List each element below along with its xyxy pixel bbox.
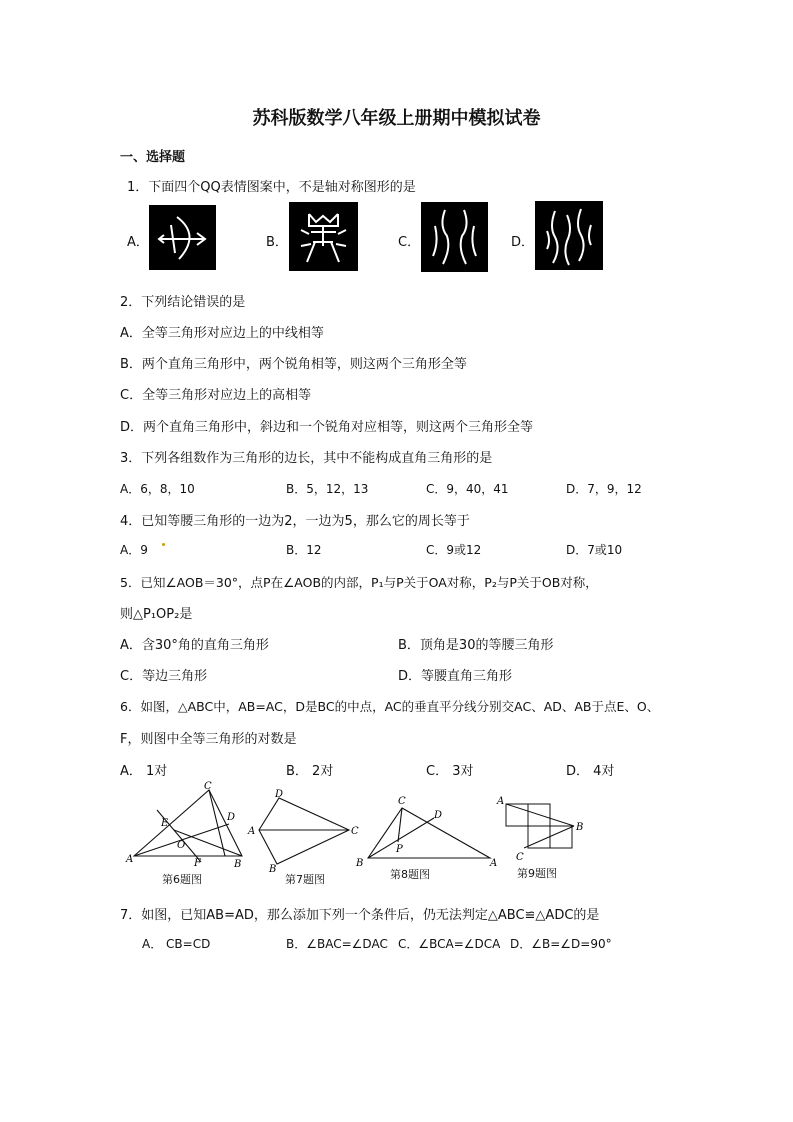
question-6-stem-line1: 6．如图，△ABC中，AB=AC，D是BC的中点，AC的垂直平分线分别交AC、AD、AB于点E、O、: [120, 699, 660, 714]
fig8-label-b: B: [356, 858, 364, 869]
figure-9-caption: 第9题图: [517, 867, 557, 880]
question-5-stem-line2: 则△P₁OP₂是: [120, 607, 193, 622]
q7-option-b: B．∠BAC=∠DAC: [286, 937, 388, 951]
fig8-label-p: P: [396, 844, 403, 855]
q1-label-d: D．: [511, 235, 535, 250]
page-title: 苏科版数学八年级上册期中模拟试卷: [252, 108, 541, 129]
question-1-stem: 1．下面四个QQ表情图案中，不是轴对称图形的是: [127, 180, 416, 195]
bow-arrow-icon: [149, 205, 216, 270]
q5-option-b: B．顶角是30的等腰三角形: [398, 638, 554, 653]
question-5-stem-line1: 5．已知∠AOB＝30°，点P在∠AOB的内部，P₁与P关于OA对称，P₂与P关于OB对称，: [120, 575, 598, 590]
q6-option-c: C． 3对: [426, 764, 474, 779]
fig7-label-c: C: [351, 826, 359, 837]
fig8-label-a: A: [490, 858, 498, 869]
fig8-label-d: D: [434, 810, 443, 821]
fig7-label-a: A: [248, 826, 256, 837]
fig8-label-c: C: [398, 796, 406, 807]
q6-option-b: B． 2对: [286, 764, 334, 779]
q4-option-a: A．9: [120, 543, 148, 557]
figure-9-diagram: [494, 792, 594, 862]
q6-option-a: A． 1对: [120, 764, 168, 779]
q4-option-d: D．7或10: [566, 543, 623, 557]
decorative-dot: [162, 543, 165, 546]
fig6-label-f: F: [194, 858, 201, 869]
figure-8-caption: 第8题图: [390, 868, 430, 881]
q3-option-d: D．7，9，12: [566, 482, 642, 496]
figure-7-caption: 第7题图: [285, 873, 325, 886]
symmetric-lines-icon: [421, 202, 488, 272]
q2-option-d: D．两个直角三角形中，斜边和一个锐角对应相等，则这两个三角形全等: [120, 420, 534, 435]
q5-option-c: C．等边三角形: [120, 669, 208, 684]
fig9-label-a: A: [497, 796, 505, 807]
q1-label-c: C．: [398, 235, 421, 250]
q7-option-d: D．∠B=∠D=90°: [510, 937, 612, 951]
q7-option-c: C．∠BCA=∠DCA: [398, 937, 501, 951]
wavy-lines-icon: [535, 201, 603, 270]
fig9-label-c: C: [516, 852, 524, 862]
q3-option-c: C．9，40，41: [426, 482, 509, 496]
fig6-label-e: E: [161, 818, 169, 829]
question-6-stem-line2: F，则图中全等三角形的对数是: [120, 732, 297, 747]
figure-6-caption: 第6题图: [162, 873, 202, 886]
q3-option-a: A．6，8，10: [120, 482, 195, 496]
q2-option-b: B．两个直角三角形中，两个锐角相等，则这两个三角形全等: [120, 357, 467, 372]
figure-8-diagram: [352, 790, 505, 870]
fig6-label-b: B: [234, 859, 242, 870]
q1-label-a: A．: [127, 235, 149, 250]
fig6-label-c: C: [204, 781, 212, 792]
q4-option-b: B．12: [286, 543, 322, 557]
fig6-label-o: O: [177, 840, 186, 851]
cat-face-icon: [289, 202, 358, 271]
fig7-label-d: D: [275, 789, 284, 800]
fig6-label-d: D: [227, 812, 236, 823]
fig6-label-a: A: [126, 854, 134, 865]
question-7-stem: 7．如图，已知AB=AD，那么添加下列一个条件后，仍无法判定△ABC≌△ADC的是: [120, 908, 600, 923]
question-2-stem: 2．下列结论错误的是: [120, 295, 246, 310]
q7-option-a: A． CB=CD: [142, 937, 211, 951]
q4-option-c: C．9或12: [426, 543, 482, 557]
q5-option-a: A．含30°角的直角三角形: [120, 638, 269, 653]
fig9-label-b: B: [576, 822, 584, 833]
q1-label-b: B．: [266, 235, 288, 250]
question-3-stem: 3．下列各组数作为三角形的边长，其中不能构成直角三角形的是: [120, 451, 493, 466]
figure-6-diagram: [124, 780, 252, 870]
figure-7-diagram: [245, 786, 365, 872]
q5-option-d: D．等腰直角三角形: [398, 669, 513, 684]
q2-option-c: C．全等三角形对应边上的高相等: [120, 388, 312, 403]
question-4-stem: 4．已知等腰三角形的一边为2，一边为5，那么它的周长等于: [120, 514, 470, 529]
q2-option-a: A．全等三角形对应边上的中线相等: [120, 326, 324, 341]
q6-option-d: D． 4对: [566, 764, 615, 779]
section-heading: 一、选择题: [120, 150, 186, 165]
q3-option-b: B．5，12，13: [286, 482, 369, 496]
fig7-label-b: B: [269, 864, 277, 872]
